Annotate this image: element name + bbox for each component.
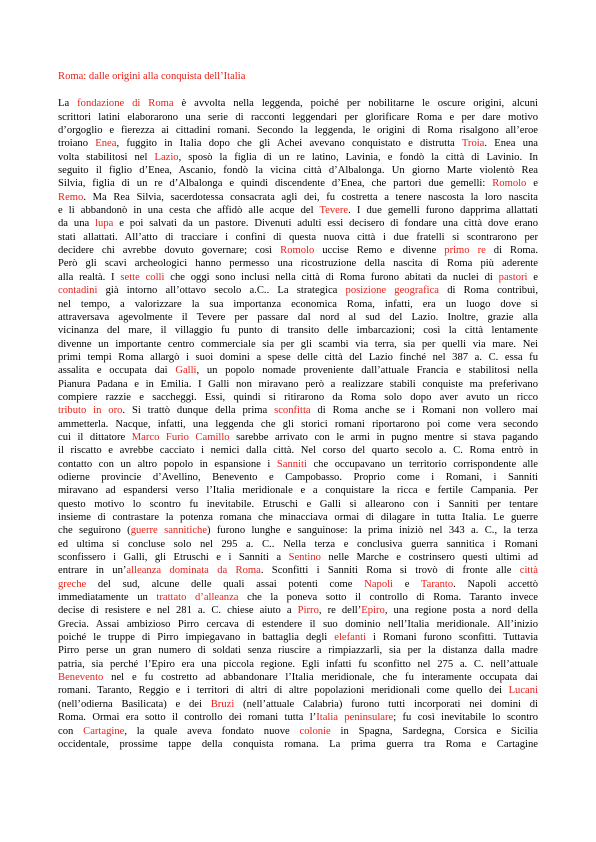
highlighted-term: Romolo xyxy=(280,245,315,257)
highlighted-term: pastori xyxy=(498,271,528,283)
text-line xyxy=(58,151,538,164)
text-run: occidentale, prossime tappe della conquista romana. La prima guerra tra Roma e Cartagine xyxy=(58,738,538,750)
text-run: d’orgoglio e fierezza ai cittadini romani. Secondo la leggenda, le origini di Roma risalgono all’eroe xyxy=(58,125,538,137)
text-run: compiere razzie e saccheggi. Essi, quindi si ritirarono da Roma solo dopo aver avuto un ricco xyxy=(58,391,538,403)
text-line xyxy=(58,524,538,537)
text-line xyxy=(58,217,538,230)
highlighted-term: sconfitta xyxy=(274,405,311,417)
body-paragraph xyxy=(58,97,538,751)
text-run: che oggi sono inclusi nella città di Roma furono abitati da nuclei di xyxy=(164,271,499,283)
highlighted-term: Sentino xyxy=(288,552,321,564)
text-line xyxy=(58,658,538,671)
text-run: . Ma Rea Silvia, sacerdotessa consacrata agli dei, fu costretta a tenere nascosta la loro nascita xyxy=(83,191,538,203)
text-line xyxy=(58,684,538,697)
text-run: insieme di contrastare la potenza romana che minacciava ormai di dilagare in tutta Italia. Le guerre xyxy=(58,512,538,523)
text-run: di Roma contribuì, xyxy=(439,285,538,297)
text-run: con xyxy=(58,725,84,737)
text-run: , un popolo nomade proveniente dall’attuale Francia e stabilitosi nella xyxy=(196,365,538,377)
text-run: uccise Remo e divenne xyxy=(314,245,445,257)
text-line xyxy=(58,311,538,324)
text-line xyxy=(58,631,538,644)
text-run: . Napoli accettò xyxy=(453,578,538,590)
text-run: e xyxy=(526,178,538,190)
text-line xyxy=(58,111,538,124)
highlighted-term: Italia peninsulare xyxy=(316,712,394,724)
highlighted-term: Lazio xyxy=(154,151,179,163)
highlighted-term: trattato d’alleanza xyxy=(156,592,239,604)
highlighted-term: colonie xyxy=(299,725,331,737)
text-line xyxy=(58,177,538,190)
text-run: in Spagna, Sardegna, Corsica e Sicilia xyxy=(330,725,538,737)
highlighted-term: Tevere xyxy=(319,205,349,217)
highlighted-term: Lucani xyxy=(508,685,538,697)
text-line xyxy=(58,351,538,364)
highlighted-term: Napoli xyxy=(364,578,394,590)
document-page xyxy=(58,70,538,751)
text-run: i Romani furono sconfitti. Tuttavia xyxy=(366,632,538,644)
highlighted-term: alleanza dominata da Roma xyxy=(126,565,261,577)
text-run: nel e fu costretto ad abbandonare l’Italia meridionale, che fu interamente occupata dai xyxy=(103,672,538,684)
text-run: scrittori latini elaborarono una serie di racconti leggendari per glorificare Roma e per dare motivo xyxy=(58,111,538,123)
text-run: Pirro perse un gran numero di soldati senza riuscire a rimpiazzarli, sia per la distanza dalla madre xyxy=(58,645,538,657)
text-line xyxy=(58,191,538,204)
text-run: Silvia, figlia di un re d’Albalonga e quindi discendente d’Enea, che partorì due gemelli: xyxy=(58,178,493,190)
text-line xyxy=(58,97,538,110)
highlighted-term: città xyxy=(519,565,538,577)
highlighted-term: primo re xyxy=(444,245,486,257)
highlighted-term: Sanniti xyxy=(276,458,307,470)
text-line xyxy=(58,551,538,564)
text-line xyxy=(58,338,538,351)
text-run: già intorno all’ottavo secolo a.C.. La strategica xyxy=(97,285,346,297)
text-run: romani. Taranto, Reggio e i territori di altri di altre popolazioni meridionali come quello dei xyxy=(58,685,509,697)
text-run: è avvolta nella leggenda, poiché per nobilitarne le oscure origini, alcuni xyxy=(173,98,538,110)
text-line xyxy=(58,538,538,551)
highlighted-term: Enea xyxy=(95,138,117,150)
text-run: e xyxy=(393,578,421,590)
text-run: , fuggito in Italia dopo che gli Achei avevano conquistato e distrutta xyxy=(116,138,462,150)
highlighted-term: posizione geografica xyxy=(345,285,440,297)
text-run: troiano xyxy=(58,138,96,150)
text-line xyxy=(58,444,538,457)
text-run: primi tempi Roma allargò i suoi domini a spese delle città del Lazio finché nel 387 a. C. essa fu xyxy=(58,351,538,363)
text-line xyxy=(58,698,538,711)
text-run: patria, sia perché l’Epiro era una piccola regione. Egli infatti fu sconfitto nel 275 a. C. nell’attuale xyxy=(58,658,538,670)
text-run: alla realtà. I xyxy=(58,271,121,283)
text-run: nel tempo, a valorizzare la sua importanza economica Roma, infatti, era un luogo dove si xyxy=(58,298,538,310)
highlighted-term: sette colli xyxy=(120,271,165,283)
text-line xyxy=(58,604,538,617)
text-run: che occupavano un territorio corrispondente alle xyxy=(306,458,538,470)
text-line xyxy=(58,578,538,591)
highlighted-term: tributo in oro xyxy=(58,405,123,417)
highlighted-term: Epiro xyxy=(361,605,385,617)
text-run: di Roma anche se i Romani non vollero mai xyxy=(310,405,538,417)
text-run: di Roma. xyxy=(485,245,538,257)
text-line xyxy=(58,564,538,577)
text-run: volta stabilitosi nel xyxy=(58,151,155,163)
text-run: ed ultima si concluse solo nel 295 a. C.. Nella terza e conclusiva guerra sannitica i Romani xyxy=(58,538,538,550)
highlighted-term: Remo xyxy=(58,191,84,203)
text-run: . Sconfitti i Sanniti Roma si trovò di fronte alle xyxy=(260,565,520,577)
highlighted-term: Troia xyxy=(461,138,485,150)
text-line xyxy=(58,164,538,177)
highlighted-term: Romolo xyxy=(492,178,527,190)
text-run: decise di resistere e nel 281 a. C. chiese aiuto a xyxy=(58,605,298,617)
text-line xyxy=(58,244,538,257)
text-run: e li abbandonò in una cesta che affidò alle acque del xyxy=(58,205,320,217)
text-run: assalita e occupata dai xyxy=(58,365,176,377)
document-title: Roma: dalle origini alla conquista dell’Italia xyxy=(58,71,246,82)
text-run: vicinanza del mare, il villaggio fu punto di transito delle imbarcazioni; così la città lentamente xyxy=(58,325,538,337)
text-line xyxy=(58,511,538,524)
text-line xyxy=(58,298,538,311)
text-line xyxy=(58,725,538,738)
text-run: (nell’attuale Calabria) furono tutti incorporati nei domini di xyxy=(234,698,538,710)
text-line xyxy=(58,404,538,417)
text-run: La xyxy=(58,98,78,110)
text-line xyxy=(58,378,538,391)
text-run: che la poneva sotto il controllo di Roma. Taranto invece xyxy=(238,592,538,604)
text-line xyxy=(58,591,538,604)
text-run: il riscatto e avrebbe cacciato i nemici dalla città. Nel corso del quarto secolo a. C. Roma entrò in xyxy=(58,445,538,457)
text-line xyxy=(58,498,538,511)
text-run: ; fu così inevitabile lo scontro xyxy=(393,712,538,724)
text-run: Però gli scavi archeologici hanno permesso una ricostruzione della nascita di Roma più aderente xyxy=(58,258,538,270)
highlighted-term: Pirro xyxy=(297,605,319,617)
text-run: cui il dittatore xyxy=(58,431,132,443)
text-run: , una regione posta a nord della xyxy=(384,605,538,617)
text-run: Roma. Ormai era sotto il controllo dei romani tutta l’ xyxy=(58,712,317,724)
text-run: . I due gemelli furono dapprima allattati xyxy=(348,205,538,217)
text-run: che seguirono ( xyxy=(58,525,131,537)
text-line xyxy=(58,484,538,497)
text-run: del sud, alcune delle quali assai potenti come xyxy=(86,578,365,590)
text-run: , sposò la figlia di un re latino, Lavinia, e fondò la città di Lavinio. In xyxy=(178,151,538,163)
text-run: decidere chi avrebbe dovuto governare; così xyxy=(58,245,281,257)
text-line xyxy=(58,257,538,270)
highlighted-term: elefanti xyxy=(334,632,367,644)
text-run: immediatamente un xyxy=(58,592,157,604)
text-run: e xyxy=(527,271,538,283)
text-run: nelle Marche e costrinsero questi ultimi ad xyxy=(320,552,538,564)
text-run: attraversava agevolmente il Tevere per passare dal nord al sud del Lazio. Inoltre, grazie alla xyxy=(58,311,538,323)
text-line xyxy=(58,271,538,284)
text-run: stati allattati. All’atto di tracciare i confini di questa nuova città i due fratelli si scontrarono per xyxy=(58,231,538,243)
text-line xyxy=(58,738,538,751)
text-run: contatto con un altro popolo in espansione i xyxy=(58,458,277,470)
text-run: Grecia. Assai ambizioso Pirro cercava di estendere il suo dominio nell’Italia meridionale. All’inizio xyxy=(58,618,538,630)
text-run: sconfissero i Galli, gli Etruschi e i Sanniti a xyxy=(58,552,289,564)
text-line xyxy=(58,391,538,404)
text-line xyxy=(58,644,538,657)
text-run: Pianura Padana e in Emilia. I Galli non miravano però a realizzare stabili conquiste ma preferivano xyxy=(58,378,538,390)
text-run: . Si trattò dunque della prima xyxy=(122,405,275,417)
text-run: sarebbe arrivato con le armi in pugno mentre si stava pagando xyxy=(229,431,538,443)
highlighted-term: greche xyxy=(58,578,87,590)
highlighted-term: guerre sannitiche xyxy=(130,525,208,537)
highlighted-term: lupa xyxy=(95,218,114,230)
text-line xyxy=(58,231,538,244)
text-run: ) furono lunghe e sanguinose: la prima iniziò nel 343 a. C., la terza xyxy=(207,525,538,537)
text-run: ammetterla. Nacque, infatti, una leggenda che gli storici romani riportarono poi come vera secondo xyxy=(58,418,538,430)
text-line xyxy=(58,458,538,471)
text-line xyxy=(58,471,538,484)
text-line xyxy=(58,431,538,444)
text-run: poiché le truppe di Pirro impiegavano in battaglia degli xyxy=(58,632,335,644)
text-run: . Enea una xyxy=(484,138,538,150)
text-run: seguito il figlio d’Enea, Ascanio, fondò la vicina città d’Albalonga. Un giorno Marte violentò Rea xyxy=(58,165,538,177)
highlighted-term: Bruzi xyxy=(210,698,235,710)
highlighted-term: contadini xyxy=(58,285,98,297)
text-run: da una xyxy=(58,218,96,230)
text-line xyxy=(58,418,538,431)
text-run: , la quale aveva fondato nuove xyxy=(124,725,300,737)
text-line xyxy=(58,364,538,377)
text-line xyxy=(58,618,538,631)
text-run: odierne provincie d’Avellino, Benevento e Campobasso. Proprio come i Romani, i Sanniti xyxy=(58,471,538,483)
text-run: questo motivo lo scontro fu inevitabile. Etruschi e Galli si allearono con i Sanniti per tentare xyxy=(58,498,538,510)
highlighted-term: Cartagine xyxy=(83,725,125,737)
text-line xyxy=(58,204,538,217)
text-line xyxy=(58,124,538,137)
text-line xyxy=(58,711,538,724)
text-run: miravano ad espandersi verso l’Italia meridionale e a conquistare la ricca e fertile Campania. Per xyxy=(58,485,538,497)
highlighted-term: Benevento xyxy=(58,672,104,684)
highlighted-term: Galli xyxy=(175,365,197,377)
text-run: e poi salvati da un pastore. Divenuti adulti essi decisero di fondare una città dove erano xyxy=(113,218,538,230)
text-line xyxy=(58,137,538,150)
highlighted-term: fondazione di Roma xyxy=(77,98,174,110)
text-line xyxy=(58,324,538,337)
text-run: divenne un importante centro commerciale sia per gli scambi via terra, sia per quelli via mare. Nei xyxy=(58,338,538,350)
text-line xyxy=(58,671,538,684)
text-run: entrare in un’ xyxy=(58,565,127,577)
text-run: (nell’odierna Basilicata) e dei xyxy=(58,698,211,710)
highlighted-term: Marco Furio Camillo xyxy=(131,431,230,443)
text-run: , re dell’ xyxy=(318,605,362,617)
highlighted-term: Taranto xyxy=(420,578,454,590)
text-line xyxy=(58,284,538,297)
